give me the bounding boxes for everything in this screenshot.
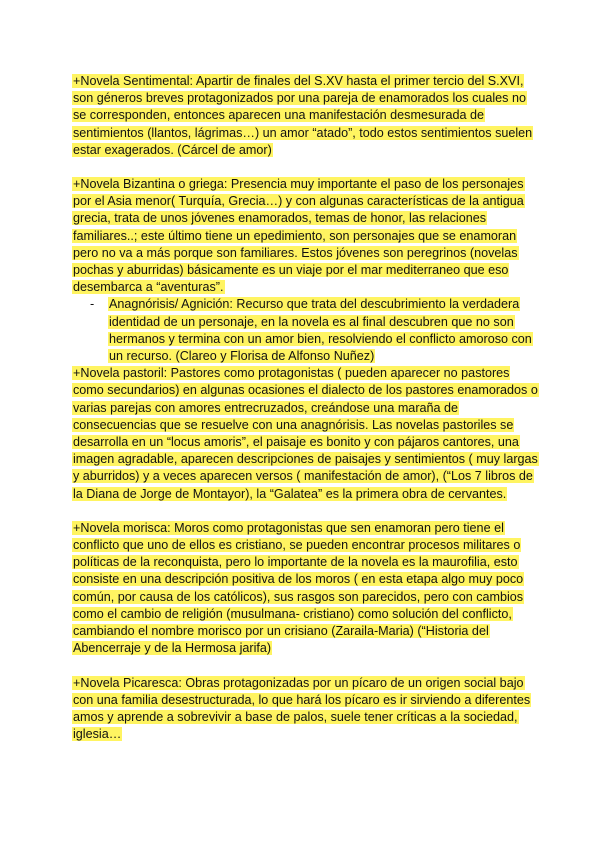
section-novela-sentimental xyxy=(72,73,540,159)
highlighted-text: +Novela Sentimental: Apartir de finales del S.XV hasta el primer tercio del S.XVI, son géneros breves protagonizados por una pareja de enamorados los cuales no se corresponden, entonces aparecen una manifestación desmesurada de sentimientos (llantos, lágrimas…) un amor “atado”, todo estos sentimientos suelen estar exagerados. (Cárcel de amor) xyxy=(73,74,533,157)
bullet-dash-icon: - xyxy=(90,297,95,312)
highlighted-text: +Novela pastoril: Pastores como protagonistas ( pueden aparecer no pastores como secundarios) en algunas ocasiones el dialecto de los pastores enamorados o varias parejas con amores entrecruzados, creándose una maraña de consecuencias que se resuelve con una anagnórisis. Las novelas pastoriles se desarrolla en un “locus amoris”, el paisaje es bonito y con pájaros cantores, una imagen agradable, aparecen descripciones de paisajes y sentimientos ( muy largas y aburridos) y a veces aparecen versos ( manifestación de amor), (“Los 7 libros de la Diana de Jorge de Montayor), la “Galatea” es la primera obra de cervantes. xyxy=(73,366,538,501)
bullet-item-anagnorisis xyxy=(72,296,540,365)
section-novela-bizantina xyxy=(72,176,540,296)
highlighted-text: +Novela Picaresca: Obras protagonizadas por un pícaro de un origen social bajo con una familia desestructurada, lo que hará los pícaro es ir sirviendo a diferentes amos y aprende a sobrevivir a base de palos, suele tener críticas a la sociedad, iglesia… xyxy=(73,675,531,742)
highlighted-text: +Novela Bizantina o griega: Presencia muy importante el paso de los personajes por el Asia menor( Turquía, Grecia…) y con algunas características de la antigua grecia, trata de unos jóvenes enamorados, temas de honor, las relaciones familiares..; este último tiene un epedimiento, son personajes que se enamoran pero no va a más porque son familiares. Estos jóvenes son peregrinos (novelas pochas y aburridas) básicamente es un viaje por el mar mediterraneo que eso desembarca a “aventuras”. xyxy=(73,177,524,295)
section-novela-picaresca xyxy=(72,675,540,744)
highlighted-text: Anagnórisis/ Agnición: Recurso que trata del descubrimiento la verdadera identidad de un personaje, en la novela es al final descubren que no son hermanos y termina con un amor bien, resolviendo el conflicto amoroso con un recurso. (Clareo y Florisa de Alfonso Nuñez) xyxy=(109,297,532,364)
section-novela-pastoril xyxy=(72,365,540,503)
highlighted-text: +Novela morisca: Moros como protagonistas que sen enamoran pero tiene el conflicto que uno de ellos es cristiano, se pueden encontrar procesos militares o políticas de la reconquista, pero lo importante de la novela es la maurofilia, esto consiste en una descripción positiva de los moros ( en esta etapa algo muy poco común, por causa de los católicos), sus rasgos son parecidos, pero con cambios como el cambio de religión (musulmana- cristiano) como solución del conflicto, cambiando el nombre morisco por un crisiano (Zaraila-Maria) (“Historia del Abencerraje y de la Hermosa jarifa) xyxy=(73,520,524,656)
section-novela-morisca xyxy=(72,520,540,658)
